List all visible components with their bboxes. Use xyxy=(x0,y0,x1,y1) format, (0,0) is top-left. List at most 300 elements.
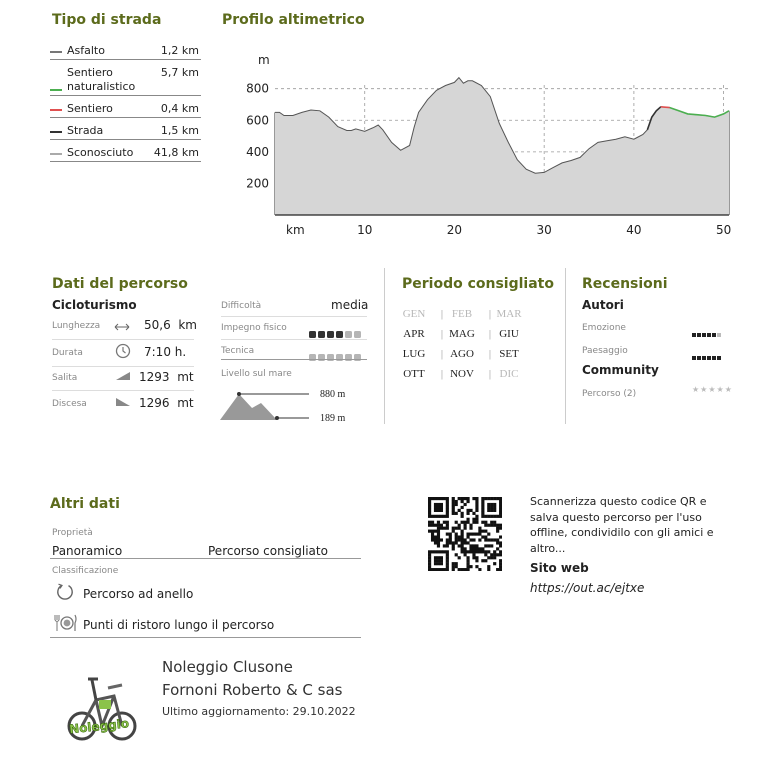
qr-module xyxy=(446,553,449,556)
qr-module xyxy=(469,533,472,536)
qr-module xyxy=(478,547,481,550)
rating-square xyxy=(712,356,716,360)
qr-module xyxy=(478,530,481,533)
divider xyxy=(384,268,385,424)
reviews-title: Recensioni xyxy=(582,276,668,292)
qr-module xyxy=(493,553,496,556)
qr-module xyxy=(461,497,464,500)
qr-module xyxy=(431,497,434,500)
qr-module xyxy=(452,544,455,547)
qr-module xyxy=(455,503,458,506)
qr-module xyxy=(484,524,487,527)
qr-module xyxy=(493,521,496,524)
difficulty-value: media xyxy=(331,298,369,312)
qr-module xyxy=(487,509,490,512)
qr-module xyxy=(461,541,464,544)
rating-dot xyxy=(327,331,334,338)
month-separator: | xyxy=(488,368,492,380)
qr-module xyxy=(461,544,464,547)
road-type-swatch xyxy=(50,153,62,155)
community-title: Community xyxy=(582,363,659,377)
qr-module xyxy=(446,550,449,553)
qr-module xyxy=(452,541,455,544)
qr-module xyxy=(461,547,464,550)
qr-module xyxy=(455,521,458,524)
qr-module xyxy=(496,553,499,556)
qr-module xyxy=(466,518,469,521)
qr-module xyxy=(431,530,434,533)
qr-module xyxy=(461,533,464,536)
road-type-swatch xyxy=(50,89,62,91)
organization-company: Fornoni Roberto & C sas xyxy=(162,681,343,699)
qr-module xyxy=(428,503,431,506)
qr-module xyxy=(458,509,461,512)
qr-module xyxy=(452,503,455,506)
qr-module xyxy=(484,538,487,541)
qr-module xyxy=(478,568,481,571)
qr-module xyxy=(446,527,449,530)
classification-item: Percorso ad anello xyxy=(83,587,194,601)
route-stats xyxy=(52,312,197,412)
rating-square xyxy=(712,333,716,337)
qr-module xyxy=(469,524,472,527)
qr-module xyxy=(461,512,464,515)
stat-value: 50,6 km xyxy=(144,318,197,332)
profile-title: Profilo altimetrico xyxy=(222,12,365,28)
qr-module xyxy=(446,521,449,524)
other-title: Altri dati xyxy=(50,496,120,512)
qr-module xyxy=(455,562,458,565)
qr-module xyxy=(484,535,487,538)
qr-module xyxy=(469,547,472,550)
qr-module xyxy=(458,556,461,559)
qr-module xyxy=(443,497,446,500)
qr-module xyxy=(440,562,443,565)
qr-module xyxy=(434,530,437,533)
landscape-label: Paesaggio xyxy=(582,346,628,356)
qr-module xyxy=(437,515,440,518)
month-grid xyxy=(402,308,547,388)
qr-module xyxy=(437,503,440,506)
qr-module xyxy=(490,538,493,541)
qr-module xyxy=(446,544,449,547)
road-type-name: Strada xyxy=(67,124,104,137)
rating-square xyxy=(692,356,696,360)
qr-module xyxy=(461,500,464,503)
stat-label: Salita xyxy=(52,373,78,383)
qr-code[interactable] xyxy=(428,497,502,571)
qr-module xyxy=(478,538,481,541)
qr-module xyxy=(446,503,449,506)
altitude-max: 880 m xyxy=(320,389,346,400)
qr-module xyxy=(446,506,449,509)
qr-module xyxy=(499,535,502,538)
qr-module xyxy=(452,497,455,500)
x-axis-label: km xyxy=(286,223,305,237)
qr-module xyxy=(496,541,499,544)
qr-module xyxy=(428,559,431,562)
qr-module xyxy=(437,506,440,509)
qr-module xyxy=(452,506,455,509)
road-type-row xyxy=(50,43,201,60)
qr-module xyxy=(434,535,437,538)
road-type-row xyxy=(50,100,201,118)
qr-module xyxy=(493,503,496,506)
qr-module xyxy=(481,530,484,533)
qr-module xyxy=(481,521,484,524)
qr-module xyxy=(440,503,443,506)
qr-module xyxy=(484,550,487,553)
qr-module xyxy=(466,497,469,500)
rating-square xyxy=(702,356,706,360)
organization-name: Noleggio Clusone xyxy=(162,658,293,676)
emotion-rating xyxy=(692,322,722,341)
qr-module xyxy=(472,538,475,541)
rating-dot xyxy=(336,331,343,338)
qr-module xyxy=(461,550,464,553)
qr-module xyxy=(466,556,469,559)
qr-module xyxy=(440,506,443,509)
qr-module xyxy=(484,553,487,556)
road-type-row xyxy=(50,64,201,96)
qr-module xyxy=(496,538,499,541)
road-type-row xyxy=(50,122,201,140)
qr-module xyxy=(431,521,434,524)
qr-module xyxy=(443,550,446,553)
qr-module xyxy=(446,559,449,562)
qr-module xyxy=(464,568,467,571)
qr-module xyxy=(496,527,499,530)
qr-module xyxy=(440,509,443,512)
month-row xyxy=(402,348,547,368)
qr-module xyxy=(428,556,431,559)
qr-module xyxy=(490,553,493,556)
qr-module xyxy=(464,521,467,524)
qr-module xyxy=(434,509,437,512)
qr-module xyxy=(440,550,443,553)
qr-module xyxy=(461,538,464,541)
qr-module xyxy=(496,524,499,527)
month-separator: | xyxy=(488,348,492,360)
month-ago: AGO xyxy=(450,348,474,360)
qr-module xyxy=(472,553,475,556)
qr-module xyxy=(455,527,458,530)
qr-module xyxy=(469,527,472,530)
x-tick-label: 40 xyxy=(626,223,642,237)
month-lug: LUG xyxy=(402,348,426,360)
qr-module xyxy=(464,497,467,500)
qr-module xyxy=(434,515,437,518)
qr-module xyxy=(437,524,440,527)
y-tick-label: 600 xyxy=(246,113,269,128)
classification-label: Classificazione xyxy=(52,566,119,576)
qr-module xyxy=(496,547,499,550)
qr-module xyxy=(437,550,440,553)
qr-module xyxy=(431,533,434,536)
qr-module xyxy=(434,538,437,541)
altitude-min: 189 m xyxy=(320,413,346,424)
qr-module xyxy=(449,535,452,538)
qr-module xyxy=(499,527,502,530)
qr-module xyxy=(487,524,490,527)
loop-icon xyxy=(55,583,75,601)
qr-module xyxy=(428,565,431,568)
month-set: SET xyxy=(499,348,519,360)
rating-square xyxy=(697,356,701,360)
road-type-km: 41,8 km xyxy=(153,146,199,159)
qr-module xyxy=(466,550,469,553)
qr-module xyxy=(434,506,437,509)
qr-module xyxy=(496,497,499,500)
qr-module xyxy=(475,500,478,503)
qr-module xyxy=(475,547,478,550)
qr-module xyxy=(440,524,443,527)
qr-module xyxy=(466,568,469,571)
road-types-title: Tipo di strada xyxy=(52,12,162,28)
qr-module xyxy=(455,538,458,541)
qr-module xyxy=(478,527,481,530)
stat-label: Discesa xyxy=(52,399,87,409)
qr-module xyxy=(464,553,467,556)
qr-module xyxy=(428,568,431,571)
qr-module xyxy=(449,533,452,536)
y-axis-label: m xyxy=(258,53,270,67)
qr-module xyxy=(490,497,493,500)
qr-module xyxy=(472,518,475,521)
qr-module xyxy=(461,521,464,524)
qr-module xyxy=(481,550,484,553)
road-type-name: Sentiero xyxy=(67,66,113,79)
website-link[interactable]: https://out.ac/ejtxe xyxy=(530,581,645,595)
qr-module xyxy=(487,538,490,541)
qr-module xyxy=(461,568,464,571)
qr-module xyxy=(461,530,464,533)
qr-module xyxy=(472,550,475,553)
month-mag: MAG xyxy=(449,328,475,340)
qr-module xyxy=(472,512,475,515)
qr-module xyxy=(446,556,449,559)
y-ticks xyxy=(246,82,269,191)
qr-module xyxy=(428,506,431,509)
stat-value: 1296 mt xyxy=(139,396,194,410)
qr-module xyxy=(428,521,431,524)
road-type-km: 1,5 km xyxy=(160,124,199,137)
qr-module xyxy=(466,509,469,512)
qr-module xyxy=(475,503,478,506)
qr-module xyxy=(452,547,455,550)
qr-module xyxy=(464,538,467,541)
qr-module xyxy=(437,544,440,547)
qr-module xyxy=(437,562,440,565)
rating-dot xyxy=(309,331,316,338)
qr-module xyxy=(487,497,490,500)
qr-module xyxy=(469,538,472,541)
qr-module xyxy=(472,521,475,524)
qr-module xyxy=(499,553,502,556)
x-ticks xyxy=(357,223,731,237)
qr-module xyxy=(446,524,449,527)
qr-module xyxy=(434,541,437,544)
qr-module xyxy=(466,565,469,568)
y-tick-label: 800 xyxy=(246,81,269,96)
qr-module xyxy=(428,553,431,556)
rating-dot xyxy=(354,331,361,338)
qr-module xyxy=(499,503,502,506)
qr-module xyxy=(464,550,467,553)
qr-module xyxy=(455,553,458,556)
qr-module xyxy=(499,562,502,565)
qr-module xyxy=(472,533,475,536)
rating-square xyxy=(697,333,701,337)
qr-module xyxy=(490,506,493,509)
qr-module xyxy=(484,544,487,547)
qr-module xyxy=(464,524,467,527)
month-separator: | xyxy=(440,328,444,340)
qr-module xyxy=(487,544,490,547)
x-tick-label: 50 xyxy=(715,223,732,237)
property-item: Panoramico xyxy=(52,544,123,558)
rating-dot xyxy=(345,331,352,338)
route-review-label: Percorso (2) xyxy=(582,389,637,399)
qr-module xyxy=(458,535,461,538)
qr-module xyxy=(496,568,499,571)
qr-module xyxy=(499,550,502,553)
qr-module xyxy=(452,509,455,512)
qr-module xyxy=(466,562,469,565)
qr-module xyxy=(499,524,502,527)
qr-module xyxy=(461,535,464,538)
month-giu: GIU xyxy=(499,328,519,340)
qr-module xyxy=(493,550,496,553)
qr-module xyxy=(452,562,455,565)
qr-module xyxy=(469,550,472,553)
qr-module xyxy=(487,515,490,518)
stat-value: 1293 mt xyxy=(139,370,194,384)
property-item: Percorso consigliato xyxy=(208,544,328,558)
qr-module xyxy=(434,562,437,565)
qr-module xyxy=(493,509,496,512)
landscape-rating xyxy=(692,345,722,364)
qr-module xyxy=(455,565,458,568)
month-dic: DIC xyxy=(499,368,519,380)
classification-item: Punti di ristoro lungo il percorso xyxy=(83,618,275,632)
qr-module xyxy=(464,503,467,506)
qr-module xyxy=(493,515,496,518)
qr-module xyxy=(466,533,469,536)
qr-module xyxy=(431,568,434,571)
qr-module xyxy=(499,565,502,568)
qr-module xyxy=(472,497,475,500)
qr-module xyxy=(428,500,431,503)
route-title: Dati del percorso xyxy=(52,276,188,292)
qr-module xyxy=(484,530,487,533)
stat-label: Lunghezza xyxy=(52,321,101,331)
stat-value: 7:10 h. xyxy=(144,345,187,359)
qr-module xyxy=(440,559,443,562)
month-ott: OTT xyxy=(403,368,425,380)
qr-module xyxy=(443,521,446,524)
qr-module xyxy=(484,497,487,500)
elevation-chart xyxy=(240,45,740,240)
qr-module xyxy=(437,530,440,533)
technique-rating xyxy=(309,346,363,365)
qr-module xyxy=(469,544,472,547)
qr-module xyxy=(487,568,490,571)
qr-module xyxy=(481,506,484,509)
surface-segment xyxy=(661,107,670,108)
month-feb: FEB xyxy=(451,308,473,320)
qr-module xyxy=(428,512,431,515)
qr-module xyxy=(437,538,440,541)
rating-dot xyxy=(318,331,325,338)
qr-module xyxy=(490,509,493,512)
road-type-km: 1,2 km xyxy=(160,44,199,57)
qr-module xyxy=(493,556,496,559)
qr-module xyxy=(443,527,446,530)
qr-module xyxy=(487,565,490,568)
qr-module xyxy=(484,515,487,518)
qr-module xyxy=(437,556,440,559)
qr-module xyxy=(475,544,478,547)
qr-module xyxy=(469,565,472,568)
qr-module xyxy=(466,521,469,524)
qr-module xyxy=(458,524,461,527)
qr-module xyxy=(499,497,502,500)
road-type-swatch xyxy=(50,131,62,133)
rating-square xyxy=(692,333,696,337)
qr-module xyxy=(452,565,455,568)
qr-module xyxy=(437,541,440,544)
qr-module xyxy=(458,538,461,541)
qr-module xyxy=(496,515,499,518)
qr-module xyxy=(499,509,502,512)
qr-module xyxy=(487,550,490,553)
month-separator: | xyxy=(488,308,492,320)
qr-module xyxy=(428,524,431,527)
qr-module xyxy=(458,497,461,500)
qr-module xyxy=(437,521,440,524)
qr-module xyxy=(499,500,502,503)
qr-module xyxy=(490,521,493,524)
restaurant-icon xyxy=(53,614,77,632)
qr-module xyxy=(434,497,437,500)
qr-module xyxy=(475,509,478,512)
qr-module xyxy=(440,538,443,541)
qr-module xyxy=(455,500,458,503)
qr-module xyxy=(472,556,475,559)
qr-module xyxy=(481,509,484,512)
route-subtitle: Cicloturismo xyxy=(52,298,137,312)
qr-module xyxy=(490,544,493,547)
month-separator: | xyxy=(440,348,444,360)
qr-module xyxy=(443,568,446,571)
qr-module xyxy=(434,550,437,553)
qr-module xyxy=(475,533,478,536)
qr-module xyxy=(452,527,455,530)
qr-module xyxy=(455,541,458,544)
qr-module xyxy=(469,509,472,512)
qr-module xyxy=(493,497,496,500)
qr-module xyxy=(478,533,481,536)
qr-module xyxy=(437,533,440,536)
season-title: Periodo consigliato xyxy=(402,276,554,292)
divider xyxy=(565,268,566,424)
month-row xyxy=(402,328,547,348)
qr-module xyxy=(490,503,493,506)
qr-module xyxy=(472,547,475,550)
rating-square xyxy=(717,356,721,360)
qr-module xyxy=(490,524,493,527)
